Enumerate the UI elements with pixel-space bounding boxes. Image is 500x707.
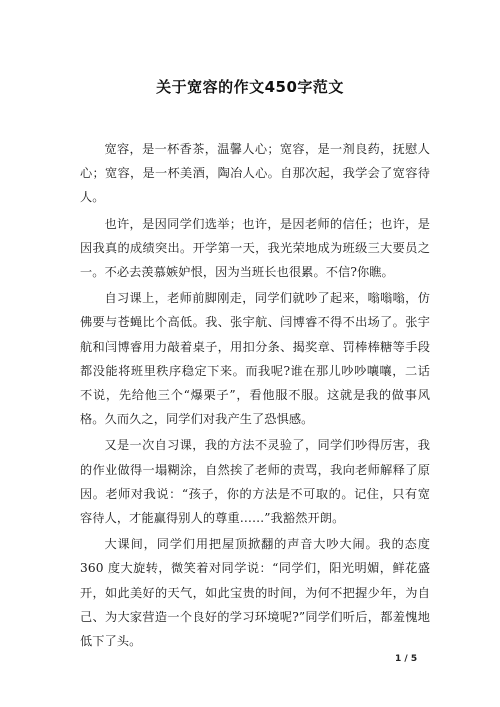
- paragraph: 宽容，是一杯香茶，温馨人心；宽容，是一剂良药，抚慰人心；宽容，是一杯美酒，陶冶人心。自那次起，我学会了宽容待人。: [80, 142, 430, 205]
- paragraph: 自习课上，老师前脚刚走，同学们就吵了起来，嗡嗡嗡，仿佛要与苍蝇比个高低。我、张宇航、闫博睿不得不出场了。张宇航和闫博睿用力敲着桌子，用扣分条、揭奖章、罚棒棒糖等手段都没能将班里秩序稳定下来。而我呢?谁在那儿吵吵嚷嚷，二话不说，先给他三个“爆栗子”，看他服不服。这就是我的做事风格。久而久之，同学们对我产生了恐惧感。: [80, 291, 430, 427]
- paragraph: 又是一次自习课，我的方法不灵验了，同学们吵得厉害，我的作业做得一塌糊涂，自然挨了老师的责骂，我向老师解释了原因。老师对我说：“孩子，你的方法是不可取的。记住，只有宽容待人，才能赢得别人的尊重……”我豁然开朗。: [80, 438, 430, 526]
- page-number: 1 / 5: [395, 654, 418, 664]
- document-title: 关于宽容的作文450字范文: [156, 78, 344, 96]
- paragraph: 也许，是因同学们选举；也许，是因老师的信任；也许，是因我真的成绩突出。开学第一天，我光荣地成为班级三大要员之一。不必去羡慕嫉妒恨，因为当班长也很累。不信?你瞧。: [80, 216, 430, 280]
- paragraph: 大课间，同学们用把屋顶掀翻的声音大吵大闹。我的态度 360 度大旋转，微笑着对同学说：“同学们，阳光明媚，鲜花盛开，如此美好的天气，如此宝贵的时间，为何不把握少年，为自己、为大家营造一个良好的学习环境呢?”同学们听后，都羞愧地低下了头。: [80, 537, 430, 649]
- document-body: [80, 137, 430, 655]
